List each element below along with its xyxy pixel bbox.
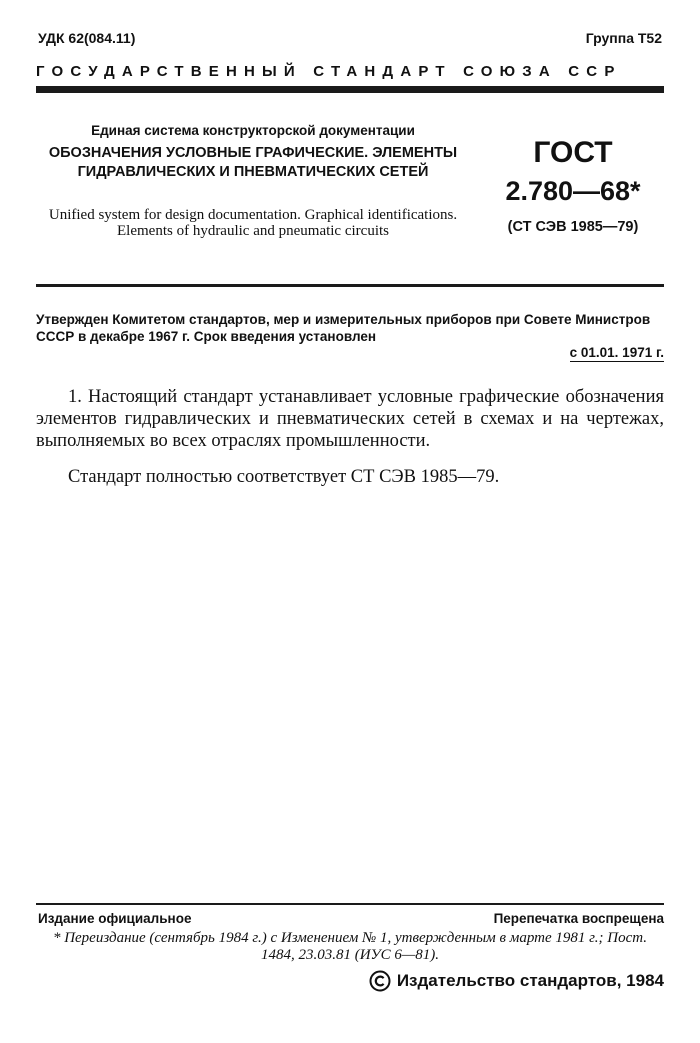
gost-number: 2.780—68* — [505, 176, 641, 206]
bottom-rule — [36, 903, 664, 905]
group-code: Группа Т52 — [585, 30, 662, 46]
publisher: Издательство стандартов, 1984 — [396, 971, 664, 990]
top-rule — [36, 86, 664, 93]
gost-label: ГОСТ — [533, 136, 613, 169]
body-paragraph-1: 1. Настоящий стандарт устанавливает условные графические обозначения элементов гидравлических и пневматических сетей в схемах и на чертежах, выполняемых во всех отраслях промышленности. — [36, 387, 664, 451]
state-standard-heading: ГОСУДАРСТВЕННЫЙ СТАНДАРТ СОЮЗА ССР — [36, 63, 622, 80]
copyright-line — [369, 970, 664, 992]
copyright-icon — [369, 970, 391, 992]
body-paragraph-2: Стандарт полностью соответствует СТ СЭВ 1985—79. — [68, 467, 500, 487]
reissue-note: * Переиздание (сентябрь 1984 г.) с Изменением № 1, утвержденным в марте 1981 г.; Пост. 1484, 23.03.81 (ИУС 6—81). — [52, 930, 648, 963]
system-line: Единая система конструкторской документации — [91, 123, 415, 138]
reprint-notice: Перепечатка воспрещена — [493, 911, 664, 926]
document-title-english: Unified system for design documentation. Graphical identifications. Elements of hydraulic and pneumatic circuits — [48, 207, 458, 239]
edition-label: Издание официальное — [38, 911, 192, 926]
effective-date: с 01.01. 1971 г. — [569, 345, 664, 360]
st-sev-reference: (СТ СЭВ 1985—79) — [507, 219, 639, 235]
approval-text: Утвержден Комитетом стандартов, мер и измерительных приборов при Совете Министров СССР в декабре 1967 г. Срок введения установлен — [36, 312, 651, 344]
udk-code: УДК 62(084.11) — [38, 30, 136, 46]
document-title: ОБОЗНАЧЕНИЯ УСЛОВНЫЕ ГРАФИЧЕСКИЕ. ЭЛЕМЕНТЫ ГИДРАВЛИЧЕСКИХ И ПНЕВМАТИЧЕСКИХ СЕТЕЙ — [48, 145, 458, 180]
middle-rule — [36, 284, 664, 287]
